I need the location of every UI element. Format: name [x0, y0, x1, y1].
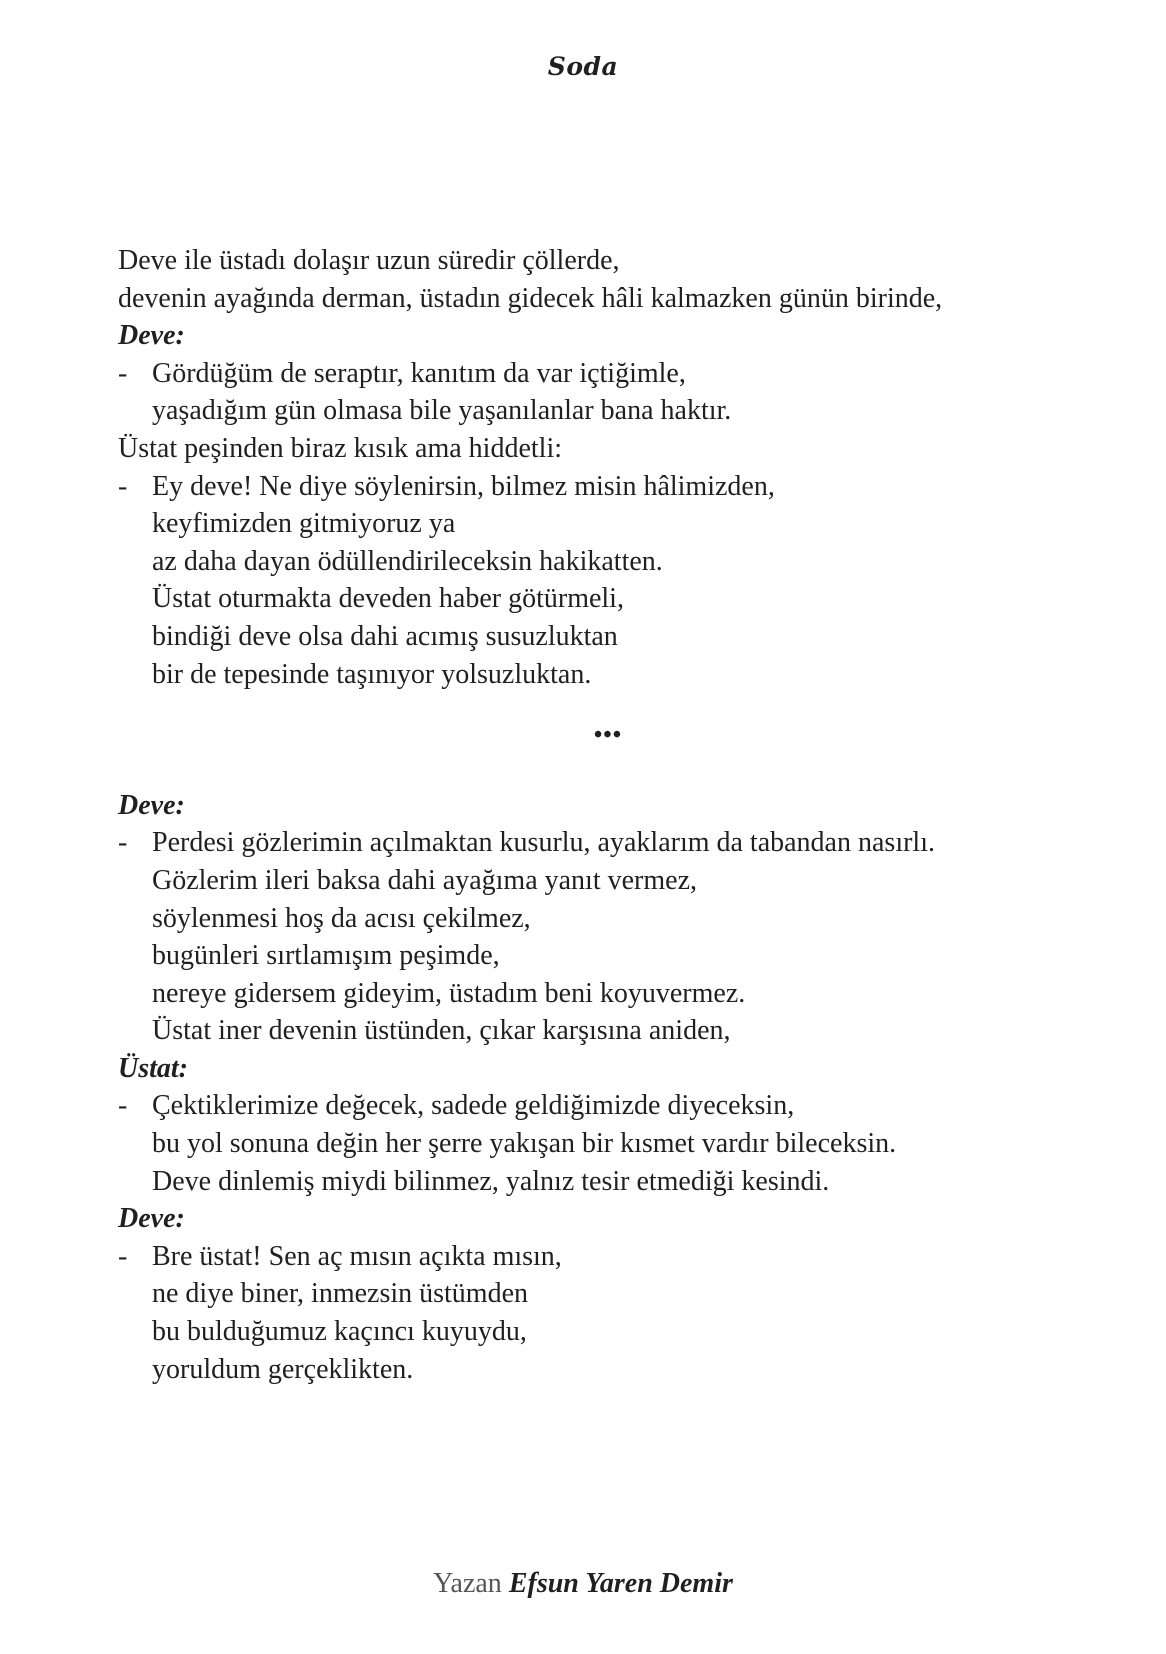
dialogue-line: Deve dinlemiş miydi bilinmez, yalnız tesir etmediği kesindi.: [152, 1165, 830, 1197]
speaker-label: Deve:: [118, 1203, 185, 1235]
dialogue-line: [118, 355, 1098, 393]
dialogue-dash: -: [118, 357, 128, 389]
dialogue-line: nereye gidersem gideyim, üstadım beni koyuvermez.: [152, 977, 746, 1009]
dialogue-line: [118, 1238, 1098, 1276]
dialogue-dash: -: [118, 1090, 128, 1122]
dialogue-line: bu bulduğumuz kaçıncı kuyuydu,: [152, 1316, 527, 1348]
dialogue-line: bu yol sonuna değin her şerre yakışan bir kısmet vardır bileceksin.: [152, 1128, 897, 1160]
speaker-label: Deve:: [118, 789, 185, 821]
dialogue-line: [118, 1087, 1098, 1125]
narration-line: Üstat peşinden biraz kısık ama hiddetli:: [118, 432, 563, 464]
dialogue-text: Çektiklerimize değecek, sadede geldiğimizde diyeceksin,: [152, 1090, 795, 1122]
dialogue-line: söylenmesi hoş da acısı çekilmez,: [152, 902, 531, 934]
dialogue-dash: -: [118, 1240, 128, 1272]
page-header-title: Soda: [547, 52, 619, 81]
author-name: Efsun Yaren Demir: [508, 1568, 733, 1599]
dialogue-line: bindiği deve olsa dahi acımış susuzluktan: [152, 620, 618, 652]
dialogue-line: yaşadığım gün olmasa bile yaşanılanlar bana haktır.: [152, 395, 732, 427]
poem-body: [118, 242, 1098, 1388]
dialogue-line: keyfimizden gitmiyoruz ya: [152, 508, 456, 540]
intro-line: devenin ayağında derman, üstadın gidecek hâli kalmazken günün birinde,: [118, 282, 943, 314]
dialogue-text: Bre üstat! Sen aç mısın açıkta mısın,: [152, 1240, 562, 1272]
section-separator: •••: [593, 722, 623, 749]
dialogue-line: Üstat oturmakta deveden haber götürmeli,: [152, 583, 624, 615]
dialogue-dash: -: [118, 470, 128, 502]
dialogue-line: az daha dayan ödüllendirileceksin hakikatten.: [152, 545, 663, 577]
dialogue-line: [118, 468, 1098, 506]
dialogue-line: bir de tepesinde taşınıyor yolsuzluktan.: [152, 658, 592, 690]
dialogue-text: Perdesi gözlerimin açılmaktan kusurlu, ayaklarım da tabandan nasırlı.: [152, 827, 935, 859]
intro-line: Deve ile üstadı dolaşır uzun süredir çöllerde,: [118, 245, 620, 276]
author-credit: [0, 1568, 1166, 1600]
author-prefix: Yazan: [433, 1568, 502, 1599]
dialogue-line: [118, 824, 1098, 862]
dialogue-dash: -: [118, 827, 128, 859]
dialogue-line: ne diye biner, inmezsin üstümden: [152, 1278, 529, 1310]
dialogue-line: Üstat iner devenin üstünden, çıkar karşısına aniden,: [152, 1015, 731, 1047]
dialogue-line: bugünleri sırtlamışım peşimde,: [152, 940, 500, 972]
speaker-label: Üstat:: [118, 1052, 188, 1084]
dialogue-line: yoruldum gerçeklikten.: [152, 1353, 414, 1385]
speaker-label: Deve:: [118, 320, 185, 352]
dialogue-line: Gözlerim ileri baksa dahi ayağıma yanıt vermez,: [152, 864, 698, 896]
dialogue-text: Ey deve! Ne diye söylenirsin, bilmez misin hâlimizden,: [152, 470, 775, 502]
dialogue-text: Gördüğüm de seraptır, kanıtım da var içtiğimle,: [152, 357, 686, 389]
